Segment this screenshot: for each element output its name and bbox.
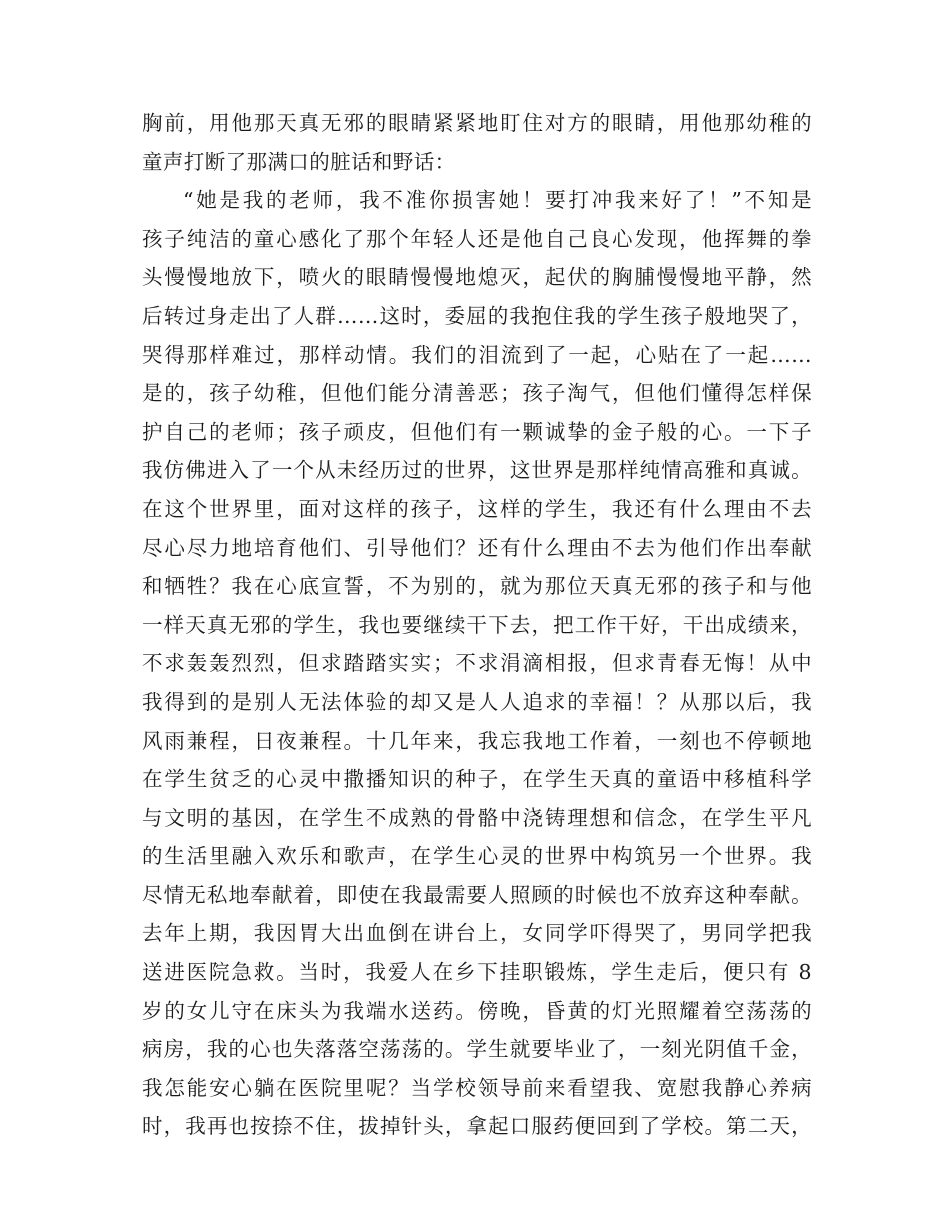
text-line: 时，我再也按捺不住，拔掉针头，拿起口服药便回到了学校。第二天，: [142, 1114, 812, 1139]
body-text: [142, 104, 812, 1146]
text-line: 是的，孩子幼稚，但他们能分清善恶；孩子淘气，但他们懂得怎样保: [142, 381, 812, 406]
text-line: 童声打断了那满口的脏话和野话：: [142, 149, 456, 174]
text-line: 病房，我的心也失落落空荡荡的。学生就要毕业了，一刻光阴值千金，: [142, 1037, 812, 1062]
text-line: 不求轰轰烈烈，但求踏踏实实；不求涓滴相报，但求青春无悔！从中: [142, 651, 812, 676]
text-line: 后转过身走出了人群……这时，委屈的我抱住我的学生孩子般地哭了，: [142, 303, 812, 328]
text-line: 头慢慢地放下，喷火的眼睛慢慢地熄灭，起伏的胸脯慢慢地平静，然: [142, 265, 812, 290]
text-line: 岁的女儿守在床头为我端水送药。傍晚，昏黄的灯光照耀着空荡荡的: [142, 998, 812, 1023]
text-line: 孩子纯洁的童心感化了那个年轻人还是他自己良心发现，他挥舞的拳: [142, 226, 812, 251]
text-line: 送进医院急救。当时，我爱人在乡下挂职锻炼，学生走后，便只有 8: [142, 960, 812, 985]
text-line: 胸前，用他那天真无邪的眼睛紧紧地盯住对方的眼睛，用他那幼稚的: [142, 111, 812, 135]
text-line: 在学生贫乏的心灵中撒播知识的种子，在学生天真的童语中移植科学: [142, 767, 812, 792]
text-line: 尽心尽力地培育他们、引导他们？还有什么理由不去为他们作出奉献: [142, 535, 812, 560]
text-line: 在这个世界里，面对这样的孩子，这样的学生，我还有什么理由不去: [142, 496, 812, 521]
text-line: 我怎能安心躺在医院里呢？当学校领导前来看望我、宽慰我静心养病: [142, 1075, 812, 1100]
text-line: 我仿佛进入了一个从未经历过的世界，这世界是那样纯情高雅和真诚。: [142, 458, 812, 483]
text-line: 风雨兼程，日夜兼程。十几年来，我忘我地工作着，一刻也不停顿地: [142, 728, 812, 753]
text-line: 和牺牲？我在心底宣誓，不为别的，就为那位天真无邪的孩子和与他: [142, 574, 812, 599]
text-line: 哭得那样难过，那样动情。我们的泪流到了一起，心贴在了一起……: [142, 342, 812, 367]
text-line: 去年上期，我因胃大出血倒在讲台上，女同学吓得哭了，男同学把我: [142, 921, 812, 946]
text-line: 尽情无私地奉献着，即使在我最需要人照顾的时候也不放弃这种奉献。: [142, 882, 812, 907]
text-line: 的生活里融入欢乐和歌声，在学生心灵的世界中构筑另一个世界。我: [142, 844, 812, 869]
text-line: 我得到的是别人无法体验的却又是人人追求的幸福！？从那以后，我: [142, 689, 812, 714]
text-line: 护自己的老师；孩子顽皮，但他们有一颗诚挚的金子般的心。一下子: [142, 419, 812, 444]
text-line: “她是我的老师，我不准你损害她！要打冲我来好了！”不知是: [183, 188, 812, 213]
text-line: 一样天真无邪的学生，我也要继续干下去，把工作干好，干出成绩来，: [142, 612, 812, 637]
text-line: 与文明的基因，在学生不成熟的骨骼中浇铸理想和信念，在学生平凡: [142, 805, 812, 830]
